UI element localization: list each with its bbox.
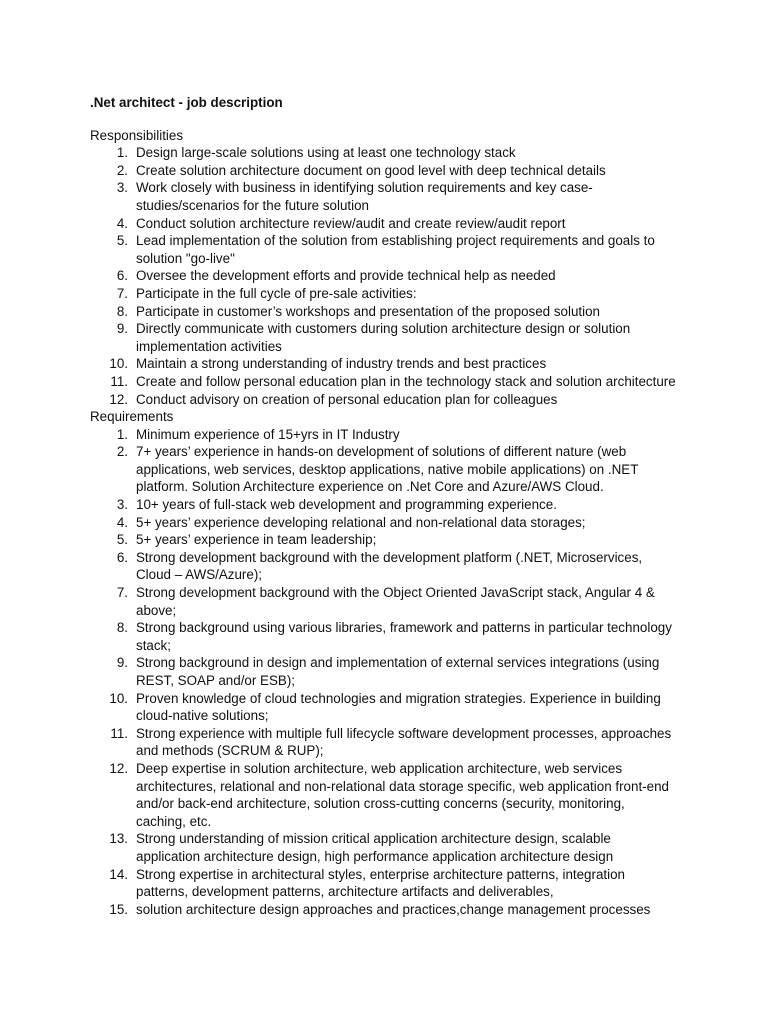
list-number: 4.	[116, 514, 128, 530]
list-item	[90, 391, 678, 409]
list-item	[90, 760, 678, 830]
list-item	[90, 285, 678, 303]
list-item	[90, 144, 678, 162]
list-number: 5.	[116, 532, 128, 548]
list-text: Conduct advisory on creation of personal education plan for colleagues	[136, 391, 558, 407]
list-item	[90, 443, 678, 496]
list-text: Strong experience with multiple full lifecycle software development processes, approaches and methods (SCRUM & RUP);	[136, 725, 672, 759]
list-item	[90, 267, 678, 285]
list-number: 8.	[116, 620, 128, 636]
list-number: 1.	[116, 426, 128, 442]
list-text: Work closely with business in identifying solution requirements and key case-studies/scenarios for the future solution	[136, 180, 593, 213]
list-number: 11.	[110, 373, 128, 389]
list-text: 7+ years’ experience in hands-on development of solutions of different nature (web applications, web services, desktop applications, native mobile applications) on .NET platform. Solution Architecture experience on .Net Core and Azure/AWS Cloud.	[136, 444, 639, 495]
list-text: Strong development background with the development platform (.NET, Microservices, Cloud – AWS/Azure);	[136, 549, 643, 583]
list-number: 2.	[116, 162, 128, 178]
list-item	[90, 355, 678, 373]
list-text: Directly communicate with customers during solution architecture design or solution implementation activities	[136, 321, 631, 354]
list-number: 4.	[116, 215, 128, 231]
list-text: Oversee the development efforts and provide technical help as needed	[136, 268, 556, 284]
list-text: Participate in the full cycle of pre-sale activities:	[136, 285, 417, 301]
list-text: Lead implementation of the solution from establishing project requirements and goals to solution "go-live"	[136, 233, 655, 266]
list-number: 2.	[116, 444, 128, 460]
list-item	[90, 830, 678, 865]
list-number: 8.	[116, 303, 128, 319]
list-text: Create solution architecture document on good level with deep technical details	[136, 162, 606, 178]
list-item	[90, 725, 678, 760]
list-item	[90, 654, 678, 689]
list-text: Maintain a strong understanding of industry trends and best practices	[136, 356, 547, 372]
list-number: 12.	[109, 760, 128, 776]
list-text: Strong understanding of mission critical application architecture design, scalable application architecture design, high performance application architecture design	[136, 831, 614, 864]
list-number: 7.	[116, 285, 128, 301]
list-text: 5+ years’ experience in team leadership;	[136, 532, 377, 548]
requirements-section	[90, 408, 678, 918]
list-number: 12.	[109, 391, 128, 407]
list-text: Design large-scale solutions using at least one technology stack	[136, 145, 516, 161]
list-item	[90, 373, 678, 391]
list-item	[90, 514, 678, 532]
list-text: Participate in customer’s workshops and presentation of the proposed solution	[136, 303, 600, 319]
list-number: 13.	[109, 831, 128, 847]
list-item	[90, 619, 678, 654]
list-text: Strong background in design and implementation of external services integrations (using REST, SOAP and/or ESB);	[136, 655, 660, 688]
list-item	[90, 162, 678, 180]
list-item	[90, 531, 678, 549]
list-item	[90, 866, 678, 901]
list-item	[90, 584, 678, 619]
list-item	[90, 179, 678, 214]
list-number: 1.	[116, 145, 128, 161]
list-item	[90, 320, 678, 355]
responsibilities-section	[90, 127, 678, 409]
list-text: 10+ years of full-stack web development and programming experience.	[136, 497, 557, 513]
responsibilities-list	[90, 144, 678, 408]
document-title: .Net architect - job description	[90, 95, 283, 110]
list-item	[90, 901, 678, 919]
list-text: 5+ years’ experience developing relational and non-relational data storages;	[136, 514, 586, 530]
requirements-list	[90, 426, 678, 919]
list-item	[90, 549, 678, 584]
list-number: 6.	[116, 268, 128, 284]
section-heading-requirements: Requirements	[90, 409, 174, 425]
list-text: solution architecture design approaches and practices,change management processes	[136, 901, 651, 917]
list-text: Deep expertise in solution architecture, web application architecture, web services architectures, relational and non-relational data storage specific, web application front-end and/or back-end architecture, solution cross-cutting concerns (security, monitoring, caching, etc.	[136, 760, 669, 829]
section-heading-responsibilities: Responsibilities	[90, 127, 184, 143]
list-number: 10.	[109, 690, 128, 706]
list-number: 7.	[116, 585, 128, 601]
list-number: 9.	[116, 655, 128, 671]
list-item	[90, 426, 678, 444]
list-number: 3.	[116, 497, 128, 513]
list-number: 3.	[116, 180, 128, 196]
list-number: 15.	[109, 901, 128, 917]
list-number: 5.	[116, 233, 128, 249]
list-text: Strong expertise in architectural styles, enterprise architecture patterns, integration patterns, development patterns, architecture artifacts and deliverables,	[136, 866, 626, 900]
list-text: Proven knowledge of cloud technologies and migration strategies. Experience in building cloud-native solutions;	[136, 690, 661, 724]
list-number: 6.	[116, 549, 128, 565]
list-item	[90, 215, 678, 233]
list-text: Strong background using various libraries, framework and patterns in particular technology stack;	[136, 620, 672, 653]
list-text: Strong development background with the Object Oriented JavaScript stack, Angular 4 & above;	[136, 585, 655, 618]
list-number: 11.	[110, 725, 128, 741]
list-item	[90, 232, 678, 267]
list-number: 14.	[109, 866, 128, 882]
list-number: 10.	[109, 356, 128, 372]
list-text: Conduct solution architecture review/audit and create review/audit report	[136, 215, 566, 231]
list-item	[90, 496, 678, 514]
list-item	[90, 303, 678, 321]
list-number: 9.	[116, 321, 128, 337]
list-text: Create and follow personal education plan in the technology stack and solution architecture	[136, 373, 676, 389]
list-text: Minimum experience of 15+yrs in IT Industry	[136, 426, 400, 442]
list-item	[90, 690, 678, 725]
